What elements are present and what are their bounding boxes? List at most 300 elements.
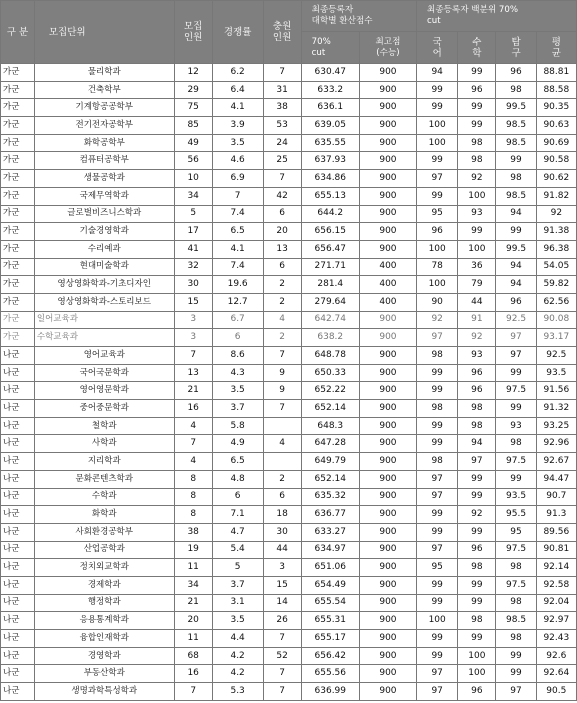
average-cell: 94.47: [536, 470, 576, 488]
table-row: [1, 311, 577, 329]
korean-cell: 100: [417, 117, 458, 135]
score-70cut-cell: 655.13: [301, 187, 359, 205]
korean-cell: 99: [417, 647, 458, 665]
average-cell: 92.64: [536, 665, 576, 683]
table-row: [1, 134, 577, 152]
korean-cell: 100: [417, 612, 458, 630]
unit-cell: 사학과: [34, 435, 174, 453]
inquiry-cell: 98: [496, 435, 536, 453]
header-percentile-group: [417, 1, 577, 32]
competition-cell: 5: [212, 559, 263, 577]
score-max-cell: 900: [359, 417, 416, 435]
korean-cell: 95: [417, 559, 458, 577]
inquiry-cell: 98: [496, 170, 536, 188]
quota-cell: 11: [174, 630, 212, 648]
korean-cell: 99: [417, 576, 458, 594]
table-row: [1, 152, 577, 170]
score-max-cell: 900: [359, 576, 416, 594]
division-cell: 가군: [1, 329, 35, 347]
korean-cell: 99: [417, 364, 458, 382]
table-body: [1, 64, 577, 701]
extra-cell: 53: [263, 117, 301, 135]
score-70cut-cell: 648.78: [301, 347, 359, 365]
score-max-cell: 900: [359, 506, 416, 524]
math-cell: 97: [458, 453, 496, 471]
score-max-cell: 900: [359, 64, 416, 82]
score-max-cell: 900: [359, 541, 416, 559]
math-cell: 99: [458, 488, 496, 506]
table-row: [1, 240, 577, 258]
unit-cell: 국제무역학과: [34, 187, 174, 205]
extra-cell: 38: [263, 99, 301, 117]
inquiry-cell: 99: [496, 647, 536, 665]
score-70cut-cell: 638.2: [301, 329, 359, 347]
score-max-cell: 400: [359, 276, 416, 294]
unit-cell: 기계항공공학부: [34, 99, 174, 117]
table-row: [1, 612, 577, 630]
math-cell: 92: [458, 506, 496, 524]
score-max-cell: 900: [359, 205, 416, 223]
average-cell: 92.6: [536, 647, 576, 665]
quota-cell: 5: [174, 205, 212, 223]
header-unit-label: 모집단위: [48, 26, 86, 38]
inquiry-cell: 96: [496, 64, 536, 82]
extra-cell: [263, 453, 301, 471]
competition-cell: 4.2: [212, 665, 263, 683]
average-cell: 90.08: [536, 311, 576, 329]
score-max-cell: 900: [359, 612, 416, 630]
unit-cell: 전기전자공학부: [34, 117, 174, 135]
quota-cell: 3: [174, 311, 212, 329]
math-cell: 100: [458, 187, 496, 205]
score-max-cell: 900: [359, 99, 416, 117]
division-cell: 나군: [1, 559, 35, 577]
score-70cut-cell: 639.05: [301, 117, 359, 135]
unit-cell: 일어교육과: [34, 311, 174, 329]
unit-cell: 화학공학부: [34, 134, 174, 152]
korean-cell: 99: [417, 630, 458, 648]
korean-cell: 97: [417, 470, 458, 488]
korean-cell: 98: [417, 347, 458, 365]
quota-cell: 8: [174, 470, 212, 488]
score-70cut-cell: 636.1: [301, 99, 359, 117]
average-cell: 90.62: [536, 170, 576, 188]
table-row: [1, 170, 577, 188]
quota-cell: 34: [174, 187, 212, 205]
competition-cell: 3.5: [212, 612, 263, 630]
competition-cell: 7.4: [212, 258, 263, 276]
header-score-max: [359, 32, 416, 64]
unit-cell: 부동산학과: [34, 665, 174, 683]
score-max-cell: 900: [359, 311, 416, 329]
competition-cell: 3.7: [212, 576, 263, 594]
competition-cell: 4.6: [212, 152, 263, 170]
score-70cut-cell: 655.31: [301, 612, 359, 630]
math-cell: 92: [458, 170, 496, 188]
math-cell: 99: [458, 64, 496, 82]
table-row: [1, 364, 577, 382]
inquiry-cell: 92.5: [496, 311, 536, 329]
score-70cut-cell: 656.42: [301, 647, 359, 665]
quota-cell: 38: [174, 523, 212, 541]
division-cell: 가군: [1, 223, 35, 241]
math-cell: 99: [458, 99, 496, 117]
extra-cell: [263, 417, 301, 435]
table-row: [1, 81, 577, 99]
division-cell: 나군: [1, 382, 35, 400]
competition-cell: 5.4: [212, 541, 263, 559]
math-cell: 100: [458, 665, 496, 683]
score-max-cell: 900: [359, 81, 416, 99]
score-70cut-cell: 281.4: [301, 276, 359, 294]
competition-cell: 6: [212, 488, 263, 506]
score-max-cell: 900: [359, 240, 416, 258]
korean-cell: 78: [417, 258, 458, 276]
extra-cell: 24: [263, 134, 301, 152]
table-row: [1, 117, 577, 135]
math-cell: 100: [458, 647, 496, 665]
score-max-cell: 900: [359, 453, 416, 471]
competition-cell: 3.5: [212, 382, 263, 400]
competition-cell: 6.5: [212, 453, 263, 471]
header-quota: [174, 1, 212, 64]
table-row: [1, 258, 577, 276]
quota-cell: 4: [174, 453, 212, 471]
header-percentile-group-label: 최종등록자 백분위 70% cut: [427, 5, 519, 26]
competition-cell: 6: [212, 329, 263, 347]
unit-cell: 사회환경공학부: [34, 523, 174, 541]
average-cell: 89.56: [536, 523, 576, 541]
extra-cell: 7: [263, 347, 301, 365]
score-70cut-cell: 656.15: [301, 223, 359, 241]
score-70cut-cell: 634.86: [301, 170, 359, 188]
inquiry-cell: 97: [496, 683, 536, 701]
extra-cell: 20: [263, 223, 301, 241]
math-cell: 98: [458, 417, 496, 435]
inquiry-cell: 93.5: [496, 488, 536, 506]
inquiry-cell: 98: [496, 630, 536, 648]
inquiry-cell: 98: [496, 594, 536, 612]
header-score-max-label: 최고점 (수능): [375, 36, 401, 58]
korean-cell: 97: [417, 665, 458, 683]
quota-cell: 21: [174, 382, 212, 400]
table-row: [1, 293, 577, 311]
score-max-cell: 900: [359, 647, 416, 665]
unit-cell: 지리학과: [34, 453, 174, 471]
score-max-cell: 900: [359, 470, 416, 488]
extra-cell: 7: [263, 400, 301, 418]
table-row: [1, 64, 577, 82]
score-max-cell: 900: [359, 683, 416, 701]
average-cell: 54.05: [536, 258, 576, 276]
average-cell: 96.38: [536, 240, 576, 258]
division-cell: 나군: [1, 541, 35, 559]
unit-cell: 글로벌비즈니스학과: [34, 205, 174, 223]
extra-cell: 3: [263, 559, 301, 577]
score-70cut-cell: 652.14: [301, 400, 359, 418]
division-cell: 나군: [1, 647, 35, 665]
competition-cell: 12.7: [212, 293, 263, 311]
inquiry-cell: 98.5: [496, 612, 536, 630]
competition-cell: 3.9: [212, 117, 263, 135]
score-70cut-cell: 649.79: [301, 453, 359, 471]
score-70cut-cell: 279.64: [301, 293, 359, 311]
division-cell: 나군: [1, 683, 35, 701]
competition-cell: 19.6: [212, 276, 263, 294]
score-70cut-cell: 636.99: [301, 683, 359, 701]
division-cell: 가군: [1, 81, 35, 99]
table-row: [1, 435, 577, 453]
math-cell: 98: [458, 612, 496, 630]
korean-cell: 99: [417, 594, 458, 612]
inquiry-cell: 99: [496, 364, 536, 382]
division-cell: 가군: [1, 64, 35, 82]
inquiry-cell: 99.5: [496, 240, 536, 258]
average-cell: 90.5: [536, 683, 576, 701]
average-cell: 92: [536, 205, 576, 223]
math-cell: 99: [458, 470, 496, 488]
average-cell: 90.63: [536, 117, 576, 135]
table-row: [1, 506, 577, 524]
korean-cell: 95: [417, 205, 458, 223]
korean-cell: 99: [417, 417, 458, 435]
quota-cell: 15: [174, 293, 212, 311]
division-cell: 가군: [1, 117, 35, 135]
extra-cell: 2: [263, 329, 301, 347]
extra-cell: 4: [263, 311, 301, 329]
score-max-cell: 900: [359, 223, 416, 241]
quota-cell: 3: [174, 329, 212, 347]
division-cell: 나군: [1, 470, 35, 488]
competition-cell: 6.5: [212, 223, 263, 241]
extra-cell: 9: [263, 364, 301, 382]
quota-cell: 7: [174, 347, 212, 365]
math-cell: 99: [458, 223, 496, 241]
division-cell: 가군: [1, 134, 35, 152]
extra-cell: 7: [263, 683, 301, 701]
header-extra: [263, 1, 301, 64]
competition-cell: 4.9: [212, 435, 263, 453]
score-70cut-cell: 651.06: [301, 559, 359, 577]
score-max-cell: 900: [359, 630, 416, 648]
math-cell: 96: [458, 81, 496, 99]
korean-cell: 97: [417, 329, 458, 347]
header-inquiry-label: 탐 구: [511, 36, 521, 59]
inquiry-cell: 94: [496, 276, 536, 294]
inquiry-cell: 95: [496, 523, 536, 541]
quota-cell: 12: [174, 64, 212, 82]
quota-cell: 68: [174, 647, 212, 665]
inquiry-cell: 98.5: [496, 117, 536, 135]
extra-cell: 13: [263, 240, 301, 258]
inquiry-cell: 97.5: [496, 453, 536, 471]
math-cell: 98: [458, 559, 496, 577]
header-average: [536, 32, 576, 64]
competition-cell: 8.6: [212, 347, 263, 365]
table-row: [1, 683, 577, 701]
average-cell: 59.82: [536, 276, 576, 294]
quota-cell: 8: [174, 488, 212, 506]
competition-cell: 6.2: [212, 64, 263, 82]
extra-cell: 31: [263, 81, 301, 99]
inquiry-cell: 97.5: [496, 382, 536, 400]
math-cell: 79: [458, 276, 496, 294]
unit-cell: 행정학과: [34, 594, 174, 612]
score-70cut-cell: 633.2: [301, 81, 359, 99]
average-cell: 92.97: [536, 612, 576, 630]
korean-cell: 98: [417, 400, 458, 418]
extra-cell: 9: [263, 382, 301, 400]
quota-cell: 16: [174, 665, 212, 683]
extra-cell: 44: [263, 541, 301, 559]
quota-cell: 21: [174, 594, 212, 612]
quota-cell: 16: [174, 400, 212, 418]
unit-cell: 정치외교학과: [34, 559, 174, 577]
score-max-cell: 900: [359, 665, 416, 683]
inquiry-cell: 94: [496, 258, 536, 276]
extra-cell: 42: [263, 187, 301, 205]
math-cell: 98: [458, 400, 496, 418]
average-cell: 92.96: [536, 435, 576, 453]
quota-cell: 41: [174, 240, 212, 258]
average-cell: 88.81: [536, 64, 576, 82]
extra-cell: 52: [263, 647, 301, 665]
average-cell: 91.32: [536, 400, 576, 418]
inquiry-cell: 94: [496, 205, 536, 223]
table-row: [1, 99, 577, 117]
extra-cell: 30: [263, 523, 301, 541]
extra-cell: 7: [263, 170, 301, 188]
quota-cell: 75: [174, 99, 212, 117]
competition-cell: 4.7: [212, 523, 263, 541]
competition-cell: 5.3: [212, 683, 263, 701]
table-row: [1, 576, 577, 594]
math-cell: 98: [458, 152, 496, 170]
competition-cell: 3.5: [212, 134, 263, 152]
table-row: [1, 647, 577, 665]
competition-cell: 4.3: [212, 364, 263, 382]
average-cell: 90.58: [536, 152, 576, 170]
korean-cell: 97: [417, 170, 458, 188]
score-max-cell: 900: [359, 117, 416, 135]
average-cell: 91.3: [536, 506, 576, 524]
korean-cell: 100: [417, 276, 458, 294]
score-70cut-cell: 652.14: [301, 470, 359, 488]
extra-cell: 6: [263, 488, 301, 506]
quota-cell: 8: [174, 506, 212, 524]
table-row: [1, 523, 577, 541]
extra-cell: 2: [263, 470, 301, 488]
division-cell: 가군: [1, 258, 35, 276]
quota-cell: 13: [174, 364, 212, 382]
unit-cell: 영어영문학과: [34, 382, 174, 400]
korean-cell: 97: [417, 541, 458, 559]
math-cell: 99: [458, 523, 496, 541]
score-70cut-cell: 635.55: [301, 134, 359, 152]
header-korean: [417, 32, 458, 64]
quota-cell: 20: [174, 612, 212, 630]
header-score-70cut-label: 70% cut: [311, 36, 331, 58]
korean-cell: 99: [417, 99, 458, 117]
header-quota-label: 모집 인원: [184, 21, 203, 43]
extra-cell: 14: [263, 594, 301, 612]
score-70cut-cell: 648.3: [301, 417, 359, 435]
score-max-cell: 900: [359, 364, 416, 382]
math-cell: 91: [458, 311, 496, 329]
table-row: [1, 276, 577, 294]
score-70cut-cell: 633.27: [301, 523, 359, 541]
division-cell: 가군: [1, 99, 35, 117]
average-cell: 92.04: [536, 594, 576, 612]
header-competition: [212, 1, 263, 64]
average-cell: 92.14: [536, 559, 576, 577]
table-row: [1, 470, 577, 488]
division-cell: 나군: [1, 364, 35, 382]
division-cell: 나군: [1, 435, 35, 453]
division-cell: 나군: [1, 488, 35, 506]
inquiry-cell: 99.5: [496, 99, 536, 117]
score-max-cell: 900: [359, 594, 416, 612]
header-inquiry: [496, 32, 536, 64]
table-header: [1, 1, 577, 64]
score-70cut-cell: 644.2: [301, 205, 359, 223]
average-cell: 92.43: [536, 630, 576, 648]
score-max-cell: 900: [359, 170, 416, 188]
division-cell: 가군: [1, 240, 35, 258]
unit-cell: 물리학과: [34, 64, 174, 82]
korean-cell: 99: [417, 435, 458, 453]
score-70cut-cell: 656.47: [301, 240, 359, 258]
average-cell: 91.82: [536, 187, 576, 205]
quota-cell: 4: [174, 417, 212, 435]
unit-cell: 중어중문학과: [34, 400, 174, 418]
korean-cell: 97: [417, 488, 458, 506]
table-row: [1, 488, 577, 506]
quota-cell: 29: [174, 81, 212, 99]
score-70cut-cell: 655.54: [301, 594, 359, 612]
inquiry-cell: 95.5: [496, 506, 536, 524]
average-cell: 93.25: [536, 417, 576, 435]
unit-cell: 융합인재학과: [34, 630, 174, 648]
inquiry-cell: 97: [496, 347, 536, 365]
header-extra-label: 충원 인원: [272, 21, 292, 43]
korean-cell: 90: [417, 293, 458, 311]
math-cell: 99: [458, 117, 496, 135]
division-cell: 가군: [1, 311, 35, 329]
unit-cell: 화학과: [34, 506, 174, 524]
unit-cell: 수학교육과: [34, 329, 174, 347]
average-cell: 90.7: [536, 488, 576, 506]
table-row: [1, 223, 577, 241]
math-cell: 99: [458, 630, 496, 648]
score-max-cell: 900: [359, 559, 416, 577]
korean-cell: 96: [417, 223, 458, 241]
header-division: [1, 1, 35, 64]
inquiry-cell: 98: [496, 81, 536, 99]
division-cell: 나군: [1, 630, 35, 648]
unit-cell: 문화콘텐츠학과: [34, 470, 174, 488]
math-cell: 96: [458, 541, 496, 559]
inquiry-cell: 98.5: [496, 187, 536, 205]
korean-cell: 99: [417, 152, 458, 170]
header-score-group: [301, 1, 416, 32]
division-cell: 나군: [1, 506, 35, 524]
table-row: [1, 453, 577, 471]
unit-cell: 경제학과: [34, 576, 174, 594]
score-70cut-cell: 655.56: [301, 665, 359, 683]
inquiry-cell: 96: [496, 293, 536, 311]
header-score-group-label: 최종등록자 대학별 환산점수: [311, 5, 373, 26]
